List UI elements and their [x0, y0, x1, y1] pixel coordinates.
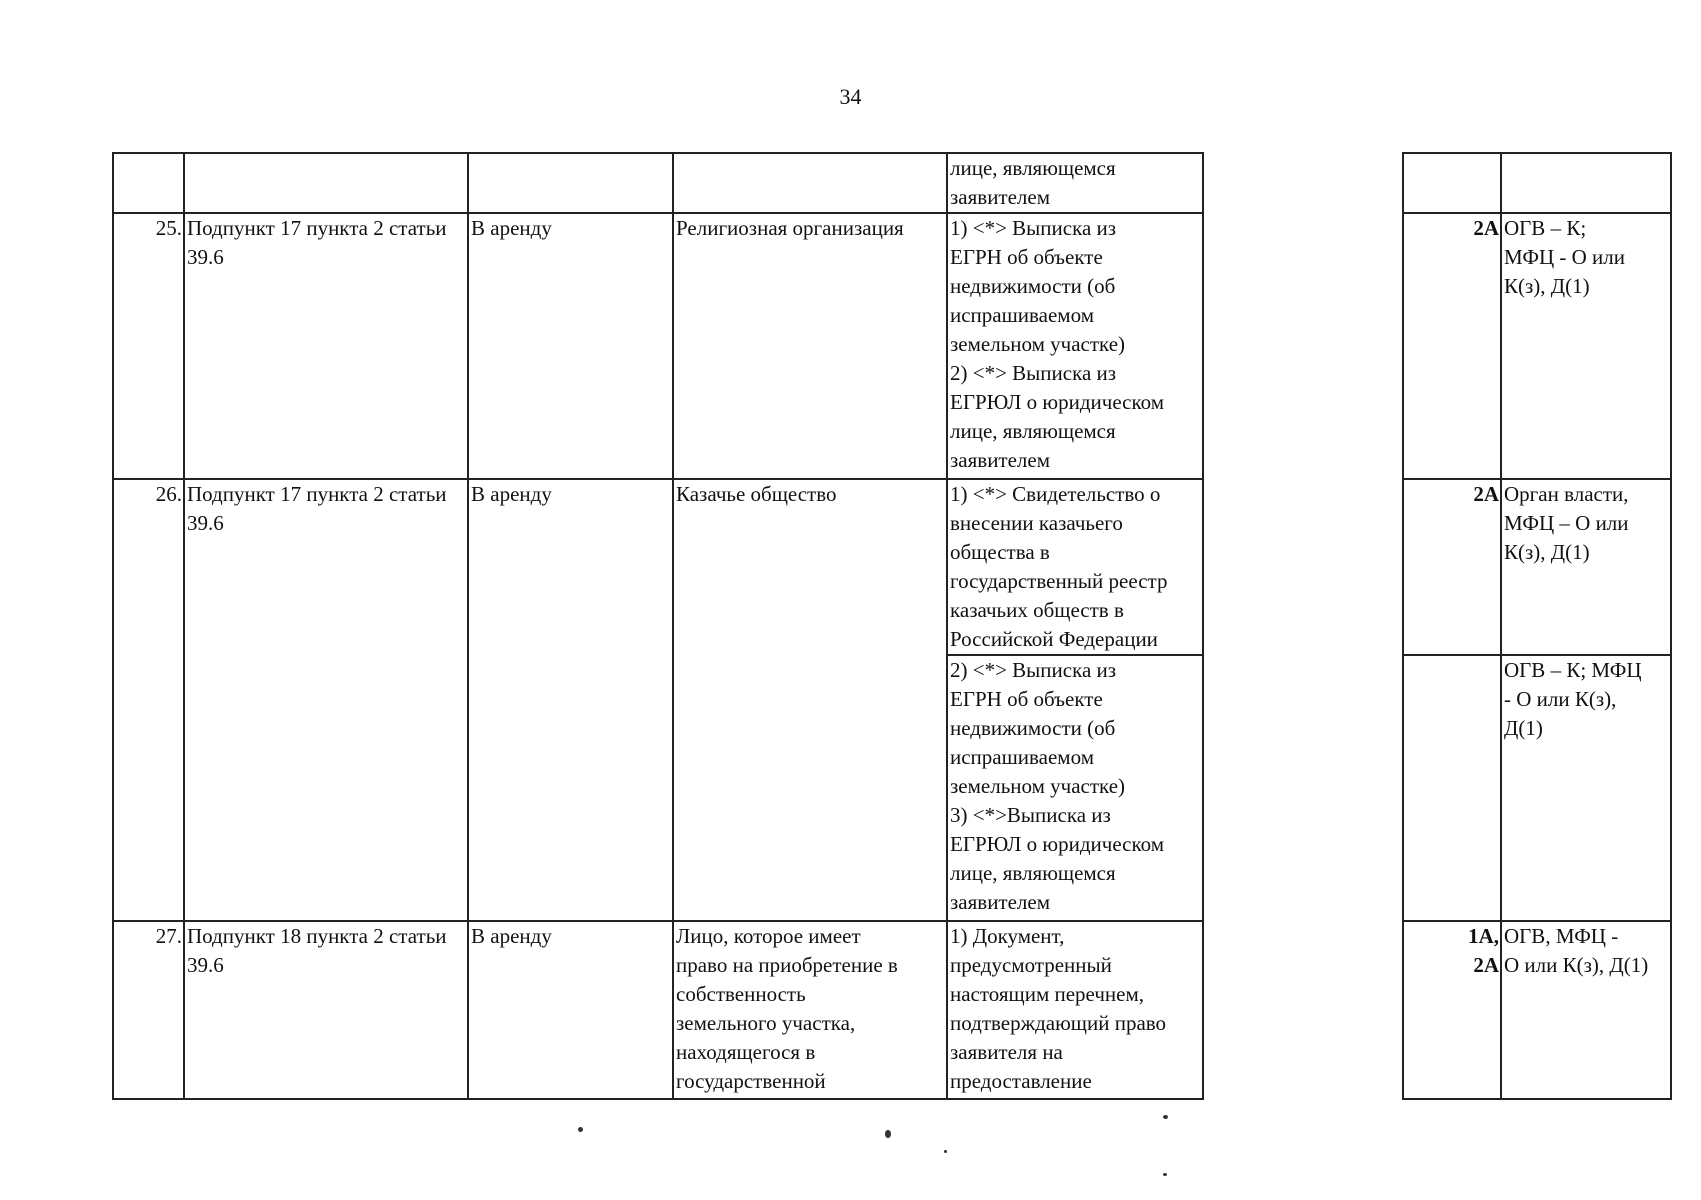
text-line: 3) <*>Выписка из — [950, 803, 1111, 827]
legal-basis-cell: Подпункт 18 пункта 2 статьи 39.6 — [184, 921, 468, 1099]
text-line: ОГВ, МФЦ - — [1504, 924, 1619, 948]
where-cell — [1501, 479, 1671, 655]
table-row — [113, 213, 1671, 479]
legal-basis-cell — [184, 153, 468, 213]
scan-speck — [885, 1130, 891, 1138]
text-line: ОГВ – К; МФЦ — [1504, 658, 1642, 682]
text-line: казачьих обществ в — [950, 598, 1124, 622]
scan-speck — [944, 1150, 947, 1153]
text-line: испрашиваемом — [950, 745, 1094, 769]
text-line: лице, являющемся — [950, 861, 1116, 885]
row-number-cell: 25. — [113, 213, 184, 479]
text-line: право на приобретение в — [676, 953, 898, 977]
documents-cell — [947, 479, 1203, 655]
text-line: предоставление — [950, 1069, 1092, 1093]
page-number: 34 — [839, 84, 862, 109]
code-cell — [1403, 655, 1501, 921]
table-row — [113, 153, 1671, 213]
applicant-cell: Казачье общество — [673, 479, 947, 921]
text-line: Орган власти, — [1504, 482, 1629, 506]
text-line: находящегося в — [676, 1040, 816, 1064]
text-line: МФЦ – О или — [1504, 511, 1629, 535]
scan-speck — [578, 1127, 583, 1132]
text-line: испрашиваемом — [950, 303, 1094, 327]
where-cell — [1501, 153, 1671, 213]
text-line: 2) <*> Выписка из — [950, 658, 1117, 682]
text-line: настоящим перечнем, — [950, 982, 1145, 1006]
provision-type-cell — [468, 153, 673, 213]
text-line: 1) <*> Выписка из — [950, 216, 1117, 240]
text-line: внесении казачьего — [950, 511, 1123, 535]
text-line: Лицо, которое имеет — [676, 924, 861, 948]
applicant-cell — [673, 153, 947, 213]
text-line: заявителя на — [950, 1040, 1063, 1064]
scan-speck — [1163, 1173, 1167, 1176]
text-line: земельного участка, — [676, 1011, 856, 1035]
scan-speck — [1163, 1115, 1168, 1119]
text-line: К(з), Д(1) — [1504, 540, 1590, 564]
blank-cell — [1203, 213, 1403, 479]
text-line: государственный реестр — [950, 569, 1168, 593]
documents-cell — [947, 153, 1203, 213]
documents-cell — [947, 921, 1203, 1099]
legal-basis-cell: Подпункт 17 пункта 2 статьи 39.6 — [184, 213, 468, 479]
text-line: общества в — [950, 540, 1050, 564]
legal-basis-cell: Подпункт 17 пункта 2 статьи 39.6 — [184, 479, 468, 921]
row-number-cell — [113, 153, 184, 213]
blank-cell — [1203, 655, 1403, 921]
text-line: заявителем — [950, 448, 1051, 472]
code-cell: 2А — [1403, 479, 1501, 655]
text-line: земельном участке) — [950, 774, 1126, 798]
applicant-cell — [673, 921, 947, 1099]
provision-type-cell: В аренду — [468, 479, 673, 921]
text-line: недвижимости (об — [950, 716, 1116, 740]
text-line: лице, являющемся — [950, 419, 1116, 443]
text-line: ЕГРН об объекте — [950, 687, 1103, 711]
where-cell — [1501, 655, 1671, 921]
text-line: 2А — [1473, 953, 1499, 977]
documents-cell — [947, 655, 1203, 921]
text-line: МФЦ - О или — [1504, 245, 1626, 269]
applicant-cell: Религиозная организация — [673, 213, 947, 479]
blank-cell — [1203, 479, 1403, 655]
row-number-cell: 27. — [113, 921, 184, 1099]
text-line: заявителем — [950, 185, 1051, 209]
text-line: подтверждающий право — [950, 1011, 1167, 1035]
blank-cell — [1203, 921, 1403, 1099]
table-row — [113, 921, 1671, 1099]
text-line: ЕГРН об объекте — [950, 245, 1103, 269]
row-number-cell: 26. — [113, 479, 184, 921]
text-line: государственной — [676, 1069, 826, 1093]
provision-type-cell: В аренду — [468, 921, 673, 1099]
text-line: 2) <*> Выписка из — [950, 361, 1117, 385]
text-line: недвижимости (об — [950, 274, 1116, 298]
blank-cell — [1203, 153, 1403, 213]
text-line: О или К(з), Д(1) — [1504, 953, 1649, 977]
documents-table — [112, 152, 1672, 1100]
text-line: земельном участке) — [950, 332, 1126, 356]
documents-cell — [947, 213, 1203, 479]
text-line: ЕГРЮЛ о юридическом — [950, 390, 1165, 414]
text-line: заявителем — [950, 890, 1051, 914]
code-cell — [1403, 153, 1501, 213]
text-line: 1) <*> Свидетельство о — [950, 482, 1161, 506]
text-line: 1А, — [1468, 924, 1499, 948]
text-line: Д(1) — [1504, 716, 1543, 740]
text-line: ЕГРЮЛ о юридическом — [950, 832, 1165, 856]
text-line: собственность — [676, 982, 806, 1006]
text-line: К(з), Д(1) — [1504, 274, 1590, 298]
where-cell — [1501, 213, 1671, 479]
text-line: Российской Федерации — [950, 627, 1158, 651]
where-cell — [1501, 921, 1671, 1099]
table-row — [113, 479, 1671, 655]
text-line: 1) Документ, — [950, 924, 1065, 948]
text-line: лице, являющемся — [950, 156, 1116, 180]
text-line: ОГВ – К; — [1504, 216, 1587, 240]
code-cell: 2А — [1403, 213, 1501, 479]
text-line: предусмотренный — [950, 953, 1112, 977]
text-line: - О или К(з), — [1504, 687, 1617, 711]
code-cell — [1403, 921, 1501, 1099]
provision-type-cell: В аренду — [468, 213, 673, 479]
